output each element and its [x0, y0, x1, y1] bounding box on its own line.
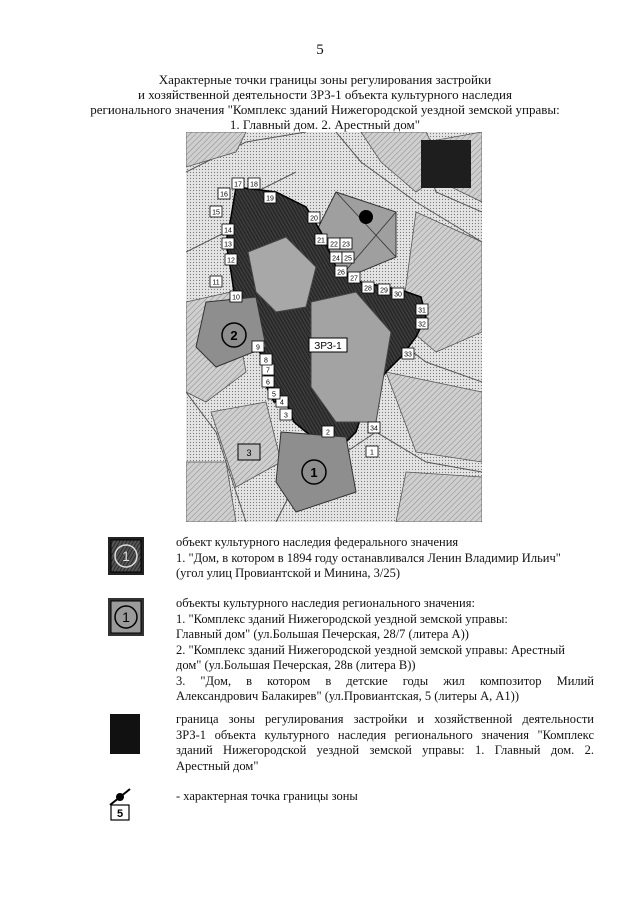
boundary-point-label: 15 — [212, 209, 220, 217]
boundary-point-label: 5 — [272, 391, 276, 399]
boundary-point-32 — [416, 318, 428, 329]
boundary-point-label: 20 — [310, 215, 318, 223]
point-icon-number: 5 — [116, 808, 124, 820]
federal-icon-number: 1 — [122, 548, 130, 564]
regional-icon-number: 1 — [122, 609, 130, 625]
boundary-point-label: 17 — [234, 181, 242, 189]
boundary-point-label: 11 — [212, 279, 220, 287]
object-3-number: 3 — [246, 448, 252, 458]
boundary-point-1 — [366, 446, 378, 457]
legend-line: (угол улиц Провиантской и Минина, 3/25) — [176, 566, 401, 580]
legend-line: объекты культурного наследия регионального значения: — [176, 596, 475, 610]
boundary-point-label: 6 — [266, 379, 270, 387]
boundary-point-9 — [252, 341, 264, 352]
boundary-point-label: 7 — [266, 367, 270, 375]
boundary-point-18 — [248, 178, 260, 189]
boundary-point-label: 23 — [342, 241, 350, 249]
boundary-point-7 — [262, 364, 274, 375]
boundary-point-label: 10 — [232, 294, 240, 302]
title-line: 1. Главный дом. 2. Арестный дом" — [229, 117, 421, 132]
zone-boundary-swatch — [110, 714, 140, 754]
boundary-point-17 — [232, 178, 244, 189]
zone-map — [186, 132, 482, 522]
boundary-point-26 — [335, 266, 347, 277]
object-1-number: 1 — [310, 465, 318, 480]
boundary-point-label: 29 — [380, 287, 388, 295]
boundary-point-label: 9 — [256, 344, 260, 352]
federal-object-icon — [108, 537, 144, 575]
regional-text — [176, 596, 594, 705]
boundary-point-label: 33 — [404, 351, 412, 359]
dark-block — [421, 140, 471, 188]
zone-label: ЗРЗ-1 — [314, 341, 342, 352]
boundary-point-label: 12 — [227, 257, 235, 265]
legend-line: Главный дом" (ул.Большая Печерская, 28/7 (литера А)) — [176, 627, 469, 641]
monument-dot — [359, 210, 373, 224]
legend-line: 3. "Дом, в котором в детские годы жил композитор Милий — [176, 673, 594, 688]
boundary-point-label: 34 — [370, 425, 378, 433]
boundary-point-27 — [348, 272, 360, 283]
boundary-point-25 — [342, 252, 354, 263]
legend-line: зданий Нижегородской уездной земской управы: 1. Главный дом. 2. — [176, 743, 594, 757]
boundary-point-icon — [108, 787, 132, 821]
boundary-point-label: 4 — [280, 399, 284, 407]
boundary-point-label: 18 — [250, 181, 258, 189]
point-text — [176, 789, 594, 805]
boundary-point-label: 1 — [370, 449, 374, 457]
boundary-point-28 — [362, 282, 374, 293]
page-number: 5 — [316, 42, 324, 58]
legend-line: дом" (ул.Большая Печерская, 28в (литера В)) — [176, 658, 416, 672]
boundary-point-10 — [230, 291, 242, 302]
legend-line: ЗРЗ-1 объекта культурного наследия регионального значения "Комплекс — [176, 727, 594, 742]
boundary-point-20 — [308, 212, 320, 223]
legend-line: - характерная точка границы зоны — [176, 789, 358, 803]
boundary-point-8 — [260, 354, 272, 365]
legend-line: граница зоны регулирования застройки и хозяйственной деятельности — [176, 712, 594, 726]
boundary-point-30 — [392, 288, 404, 299]
boundary-point-label: 2 — [326, 429, 330, 437]
boundary-point-label: 27 — [350, 275, 358, 283]
boundary-point-label: 28 — [364, 285, 372, 293]
title-line: Характерные точки границы зоны регулирования застройки — [158, 72, 492, 87]
boundary-point-16 — [218, 188, 230, 199]
boundary-point-label: 19 — [266, 195, 274, 203]
boundary-point-3 — [280, 409, 292, 420]
boundary-point-label: 3 — [284, 412, 288, 420]
boundary-point-6 — [262, 376, 274, 387]
boundary-point-33 — [402, 348, 414, 359]
boundary-point-14 — [222, 224, 234, 235]
boundary-point-29 — [378, 284, 390, 295]
boundary-point-31 — [416, 304, 428, 315]
boundary-point-15 — [210, 206, 222, 217]
boundary-point-label: 14 — [224, 227, 232, 235]
regional-object-icon — [108, 598, 144, 636]
boundary-point-label: 32 — [418, 321, 426, 329]
boundary-point-label: 26 — [337, 269, 345, 277]
boundary-point-label: 13 — [224, 241, 232, 249]
legend-line: 1. "Комплекс зданий Нижегородской уездной земской управы: — [176, 611, 508, 626]
boundary-point-23 — [340, 238, 352, 249]
title-line: и хозяйственной деятельности ЗРЗ-1 объекта культурного наследия — [138, 87, 512, 102]
object-2-number: 2 — [230, 328, 238, 343]
legend-line: 1. "Дом, в котором в 1894 году останавливался Ленин Владимир Ильич" — [176, 550, 561, 565]
boundary-point-11 — [210, 276, 222, 287]
boundary-point-34 — [368, 422, 380, 433]
boundary-point-label: 22 — [330, 241, 338, 249]
zone-boundary-text — [176, 712, 594, 774]
boundary-point-label: 8 — [264, 357, 268, 365]
federal-text — [176, 535, 594, 582]
legend-line: Александрович Балакирев" (ул.Провиантская, 5 (литеры А, А1)) — [176, 689, 519, 703]
boundary-point-21 — [315, 234, 327, 245]
boundary-point-13 — [222, 238, 234, 249]
legend-line: Арестный дом" — [176, 758, 259, 773]
legend-line: 2. "Комплекс зданий Нижегородской уездной земской управы: Арестный — [176, 642, 565, 657]
boundary-point-label: 30 — [394, 291, 402, 299]
legend-line: объект культурного наследия федерального значения — [176, 535, 459, 549]
boundary-point-12 — [225, 254, 237, 265]
boundary-point-label: 24 — [332, 255, 340, 263]
boundary-point-label: 31 — [418, 307, 426, 315]
boundary-point-5 — [268, 388, 280, 399]
boundary-point-label: 21 — [317, 237, 325, 245]
boundary-point-24 — [330, 252, 342, 263]
boundary-point-label: 25 — [344, 255, 352, 263]
boundary-point-2 — [322, 426, 334, 437]
boundary-point-19 — [264, 192, 276, 203]
document-title — [60, 72, 590, 132]
boundary-point-label: 16 — [220, 191, 228, 199]
boundary-point-22 — [328, 238, 340, 249]
title-line: регионального значения "Комплекс зданий Нижегородской уездной земской управы: — [90, 102, 560, 117]
